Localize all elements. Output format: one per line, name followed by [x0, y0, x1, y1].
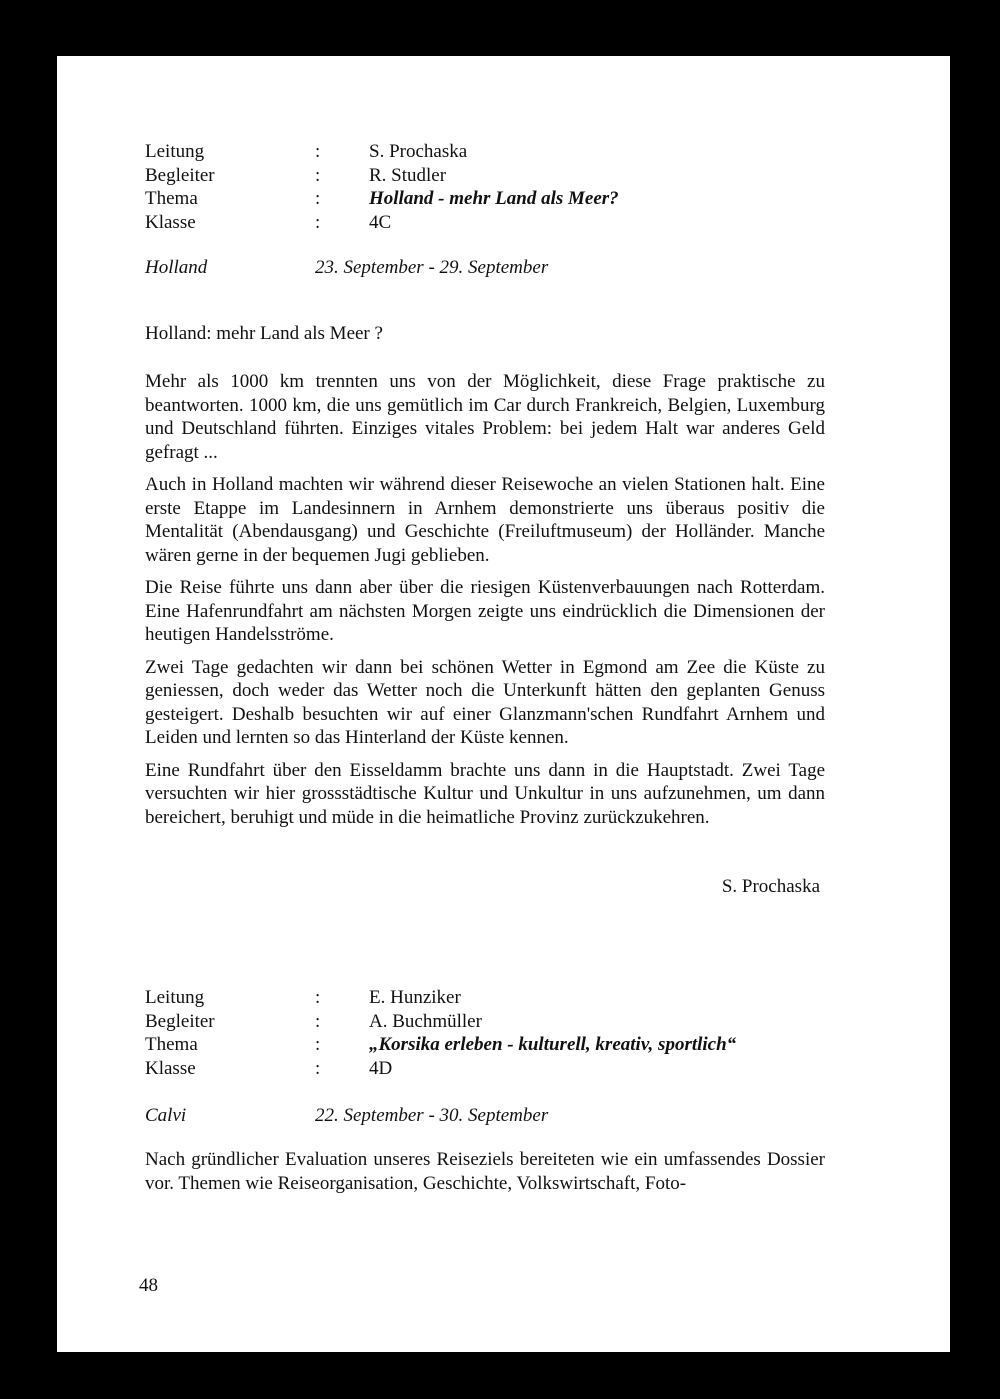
info-value: R. Studler — [369, 164, 447, 186]
info-value: S. Prochaska — [369, 141, 468, 162]
paragraph: Auch in Holland machten wir während dieser Reisewoche an vielen Stationen halt. Eine erste Etappe im Landesinnern in Arnhem demonstrierte uns überaus positiv die Mentalität (Abendausgang) und Geschichte (Freiluftmuseum) der Holländer. Manche wären gerne in der bequemen Jugi geblieben. — [145, 474, 825, 566]
info-key: Leitung — [145, 141, 205, 162]
paragraph: Nach gründlicher Evaluation unseres Reiseziels bereiteten wie ein umfassendes Dossier vor. Themen wie Reiseorganisation, Geschichte, Volkswirtschaft, Foto- — [145, 1149, 825, 1194]
korsika-info-table — [145, 986, 825, 1080]
route-place: Calvi — [145, 1105, 187, 1126]
page-number: 48 — [139, 1275, 158, 1296]
info-value: A. Buchmüller — [369, 1010, 482, 1032]
info-value: 4C — [369, 211, 392, 233]
info-row-klasse — [145, 211, 825, 235]
info-key: Klasse — [145, 1057, 196, 1079]
paragraph: Mehr als 1000 km trennten uns von der Möglichkeit, diese Frage praktische zu beantworten. 1000 km, die uns gemütlich im Car durch Frankreich, Belgien, Luxemburg und Deutschland führten. Einziges vitales Problem: bei jedem Halt war anderes Geld gefragt ... — [145, 371, 825, 463]
info-value: 4D — [369, 1057, 393, 1079]
holland-heading: Holland: mehr Land als Meer ? — [145, 323, 383, 344]
info-colon: : — [315, 1057, 321, 1079]
korsika-body — [145, 1148, 825, 1204]
route-place: Holland — [145, 257, 208, 278]
info-row-begleiter — [145, 164, 825, 188]
info-value: E. Hunziker — [369, 987, 461, 1008]
info-colon: : — [315, 987, 321, 1008]
holland-route — [145, 256, 825, 280]
info-row-leitung — [145, 140, 825, 164]
info-key: Begleiter — [145, 164, 215, 186]
info-value: Holland - mehr Land als Meer? — [369, 188, 619, 209]
info-row-thema — [145, 187, 825, 211]
info-colon: : — [315, 164, 321, 186]
paragraph: Zwei Tage gedachten wir dann bei schönen Wetter in Egmond am Zee die Küste zu geniessen, doch weder das Wetter noch die Unterkunft hätten den geplanten Genuss gesteigert. Deshalb besuchten wir auf einer Glanzmann'schen Rundfahrt Arnhem und Leiden und lernten so das Hinterland der Küste kennen. — [145, 656, 825, 748]
info-colon: : — [315, 188, 321, 209]
paragraph: Die Reise führte uns dann aber über die riesigen Küstenverbauungen nach Rotterdam. Eine Hafenrundfahrt am nächsten Morgen zeigte uns eindrücklich die Dimensionen der heutigen Handelsströme. — [145, 577, 825, 645]
info-value: „Korsika erleben - kulturell, kreativ, sportlich“ — [369, 1034, 737, 1055]
info-colon: : — [315, 211, 321, 233]
info-key: Leitung — [145, 987, 205, 1008]
document-page — [57, 56, 950, 1352]
korsika-route — [145, 1104, 825, 1128]
route-dates: 23. September - 29. September — [315, 257, 549, 278]
info-key: Begleiter — [145, 1010, 215, 1032]
info-colon: : — [315, 1010, 321, 1032]
info-row-thema — [145, 1033, 825, 1057]
info-row-leitung — [145, 986, 825, 1010]
route-dates: 22. September - 30. September — [315, 1105, 549, 1126]
info-colon: : — [315, 141, 321, 162]
signature: S. Prochaska — [721, 876, 820, 897]
info-key: Klasse — [145, 211, 196, 233]
info-key: Thema — [145, 188, 198, 209]
holland-info-table — [145, 140, 825, 234]
info-row-klasse — [145, 1057, 825, 1081]
info-colon: : — [315, 1034, 321, 1055]
holland-body — [145, 370, 825, 838]
info-key: Thema — [145, 1034, 198, 1055]
info-row-begleiter — [145, 1010, 825, 1034]
paragraph: Eine Rundfahrt über den Eisseldamm brachte uns dann in die Hauptstadt. Zwei Tage versuchten wir hier grossstädtische Kultur und Unkultur in uns aufzunehmen, um dann bereichert, beruhigt und müde in die heimatliche Provinz zurückzukehren. — [145, 759, 825, 828]
